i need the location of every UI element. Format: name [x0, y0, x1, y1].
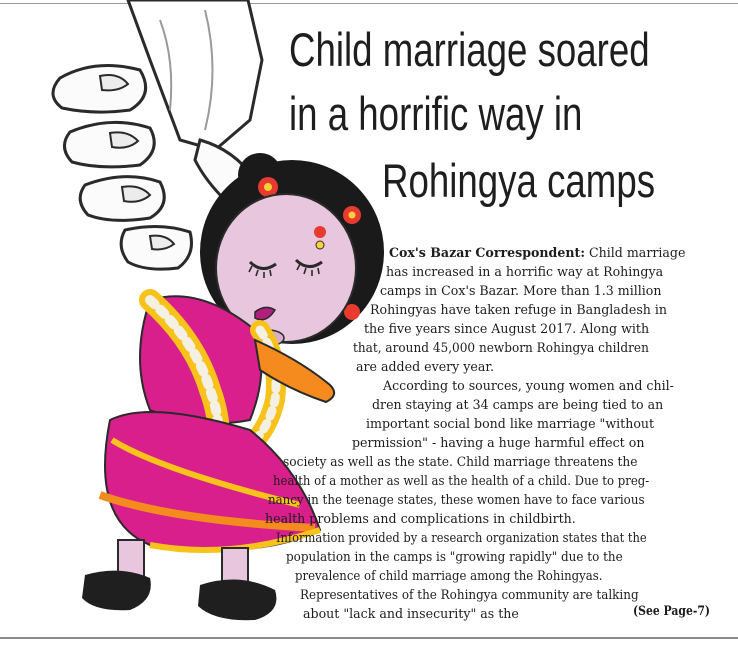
article-line: Information provided by a research organization states that the: [276, 530, 647, 545]
article-line: camps in Cox's Bazar. More than 1.3 million: [380, 283, 662, 298]
article-line-text: Child marriage: [585, 245, 686, 260]
article-line: permission" - having a huge harmful effect on: [352, 435, 645, 450]
bottom-rule: [0, 637, 738, 639]
article-line: society as well as the state. Child marriage threatens the: [283, 454, 638, 469]
article-line: nancy in the teenage states, these women have to face various: [268, 492, 645, 507]
article-line: the five years since August 2017. Along with: [364, 321, 650, 336]
article-line: important social bond like marriage "without: [366, 416, 655, 431]
headline-line-2: in a horrific way in: [289, 87, 583, 140]
see-page-reference[interactable]: (See Page-7): [633, 603, 710, 618]
headline-line-3: Rohingya camps: [382, 154, 656, 207]
article-line: that, around 45,000 newborn Rohingya children: [353, 340, 649, 355]
article-line: about "lack and insecurity" as the: [303, 606, 519, 621]
article-line: According to sources, young women and chil-: [383, 378, 674, 393]
article-line: population in the camps is "growing rapidly" due to the: [286, 549, 623, 564]
article-line: Rohingyas have taken refuge in Bangladesh in: [370, 302, 668, 317]
article-line: has increased in a horrific way at Rohingya: [386, 264, 664, 279]
article-line: dren staying at 34 camps are being tied to an: [372, 397, 664, 412]
article-line: Representatives of the Rohingya community are talking: [300, 587, 639, 602]
article-line: health of a mother as well as the health of a child. Due to preg-: [273, 473, 650, 488]
article-line: prevalence of child marriage among the Rohingyas.: [295, 568, 603, 583]
article-line: are added every year.: [356, 359, 495, 374]
article-line: health problems and complications in childbirth.: [265, 511, 576, 526]
byline: Cox's Bazar Correspondent:: [389, 245, 585, 260]
headline-line-1: Child marriage soared: [289, 23, 650, 76]
article-line: [389, 245, 685, 261]
